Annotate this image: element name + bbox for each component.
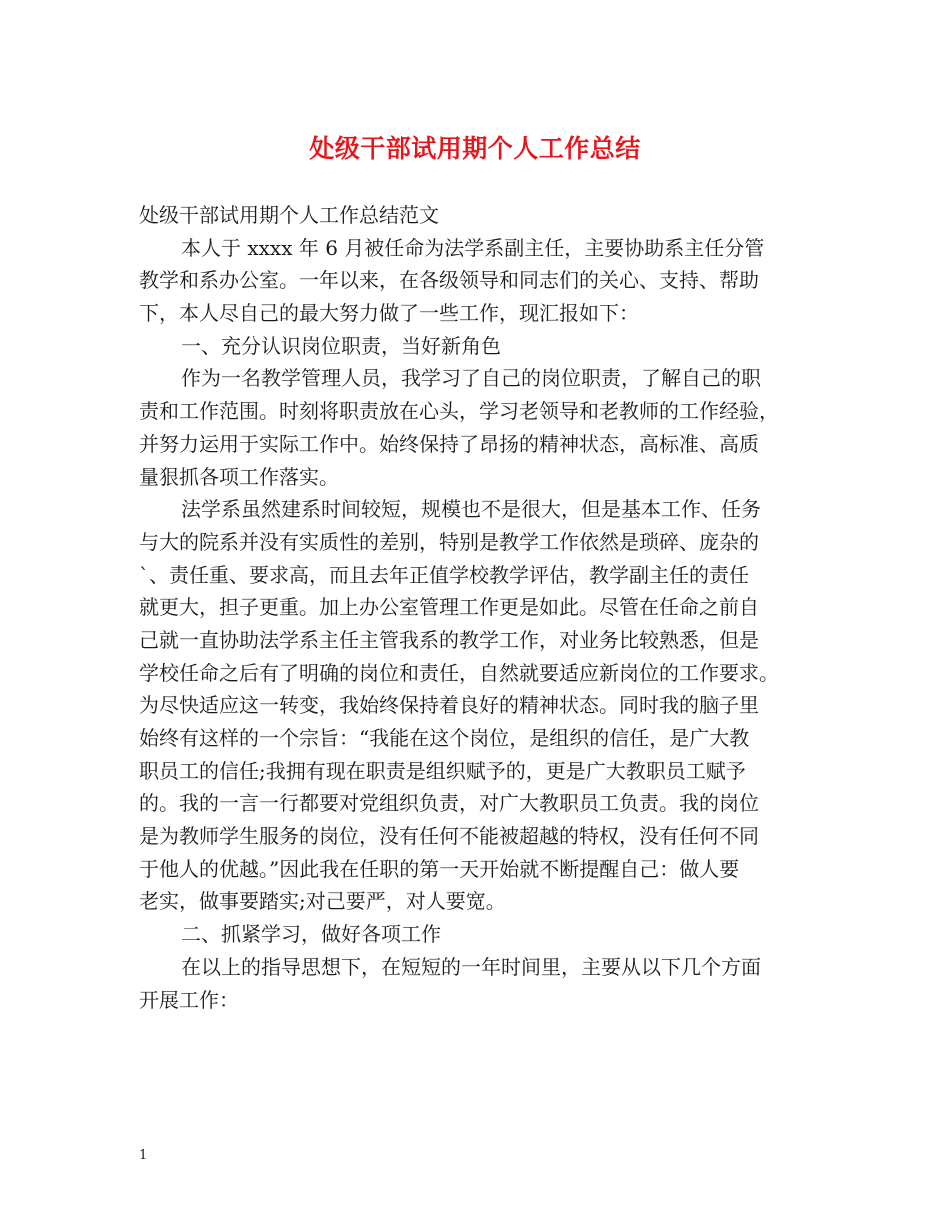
paragraph-line: 学校任命之后有了明确的岗位和责任，自然就要适应新岗位的工作要求。 [139,660,779,685]
paragraph-line: 的。我的一言一行都要对党组织负责，对广大教职员工负责。我的岗位 [139,791,759,816]
paragraph-line: 作为一名教学管理人员，我学习了自己的岗位职责，了解自己的职 [181,366,761,391]
paragraph-line: 并努力运用于实际工作中。始终保持了昂扬的精神状态，高标准、高质 [139,431,759,456]
paragraph-line: 在以上的指导思想下，在短短的一年时间里，主要从以下几个方面 [181,954,761,979]
page-number: 1 [139,1148,148,1163]
paragraph-line: 为尽快适应这一转变，我始终保持着良好的精神状态。同时我的脑子里 [139,693,759,718]
document-title: 处级干部试用期个人工作总结 [309,134,641,163]
paragraph-line: 与大的院系并没有实质性的差别，特别是教学工作依然是琐碎、庞杂的 [139,529,759,554]
paragraph-line: 量狠抓各项工作落实。 [139,464,339,489]
paragraph-line: 就更大，担子更重。加上办公室管理工作更是如此。尽管在任命之前自 [139,595,759,620]
document-subtitle: 处级干部试用期个人工作总结范文 [139,203,439,227]
paragraph-line: 责和工作范围。时刻将职责放在心头，学习老领导和老教师的工作经验， [139,399,779,424]
paragraph-line: 下，本人尽自己的最大努力做了一些工作，现汇报如下： [139,301,639,326]
paragraph-line: 法学系虽然建系时间较短，规模也不是很大，但是基本工作、任务 [181,497,761,522]
paragraph-line: 于他人的优越。”因此我在任职的第一天开始就不断提醒自己：做人要 [139,856,740,881]
section-heading-2: 二、抓紧学习，做好各项工作 [181,922,441,947]
paragraph-line: 始终有这样的一个宗旨：“我能在这个岗位，是组织的信任，是广大教 [139,726,750,750]
paragraph-line: 己就一直协助法学系主任主管我系的教学工作，对业务比较熟悉，但是 [139,627,759,652]
paragraph-line: 老实，做事要踏实;对己要严，对人要宽。 [139,889,506,914]
paragraph-line: 是为教师学生服务的岗位，没有任何不能被超越的特权，没有任何不同 [139,824,759,849]
paragraph-line: 开展工作： [139,987,239,1012]
document-body [139,199,819,1016]
section-heading-1: 一、充分认识岗位职责，当好新角色 [181,333,501,358]
paragraph-line: `、责任重、要求高，而且去年正值学校教学评估，教学副主任的责任 [139,562,749,587]
paragraph-line: 本人于 xxxx 年 6 月被任命为法学系副主任，主要协助系主任分管 [181,235,765,260]
paragraph-line: 职员工的信任;我拥有现在职责是组织赋予的，更是广大教职员工赋予 [139,758,746,783]
paragraph-line: 教学和系办公室。一年以来，在各级领导和同志们的关心、支持、帮助 [139,268,759,293]
